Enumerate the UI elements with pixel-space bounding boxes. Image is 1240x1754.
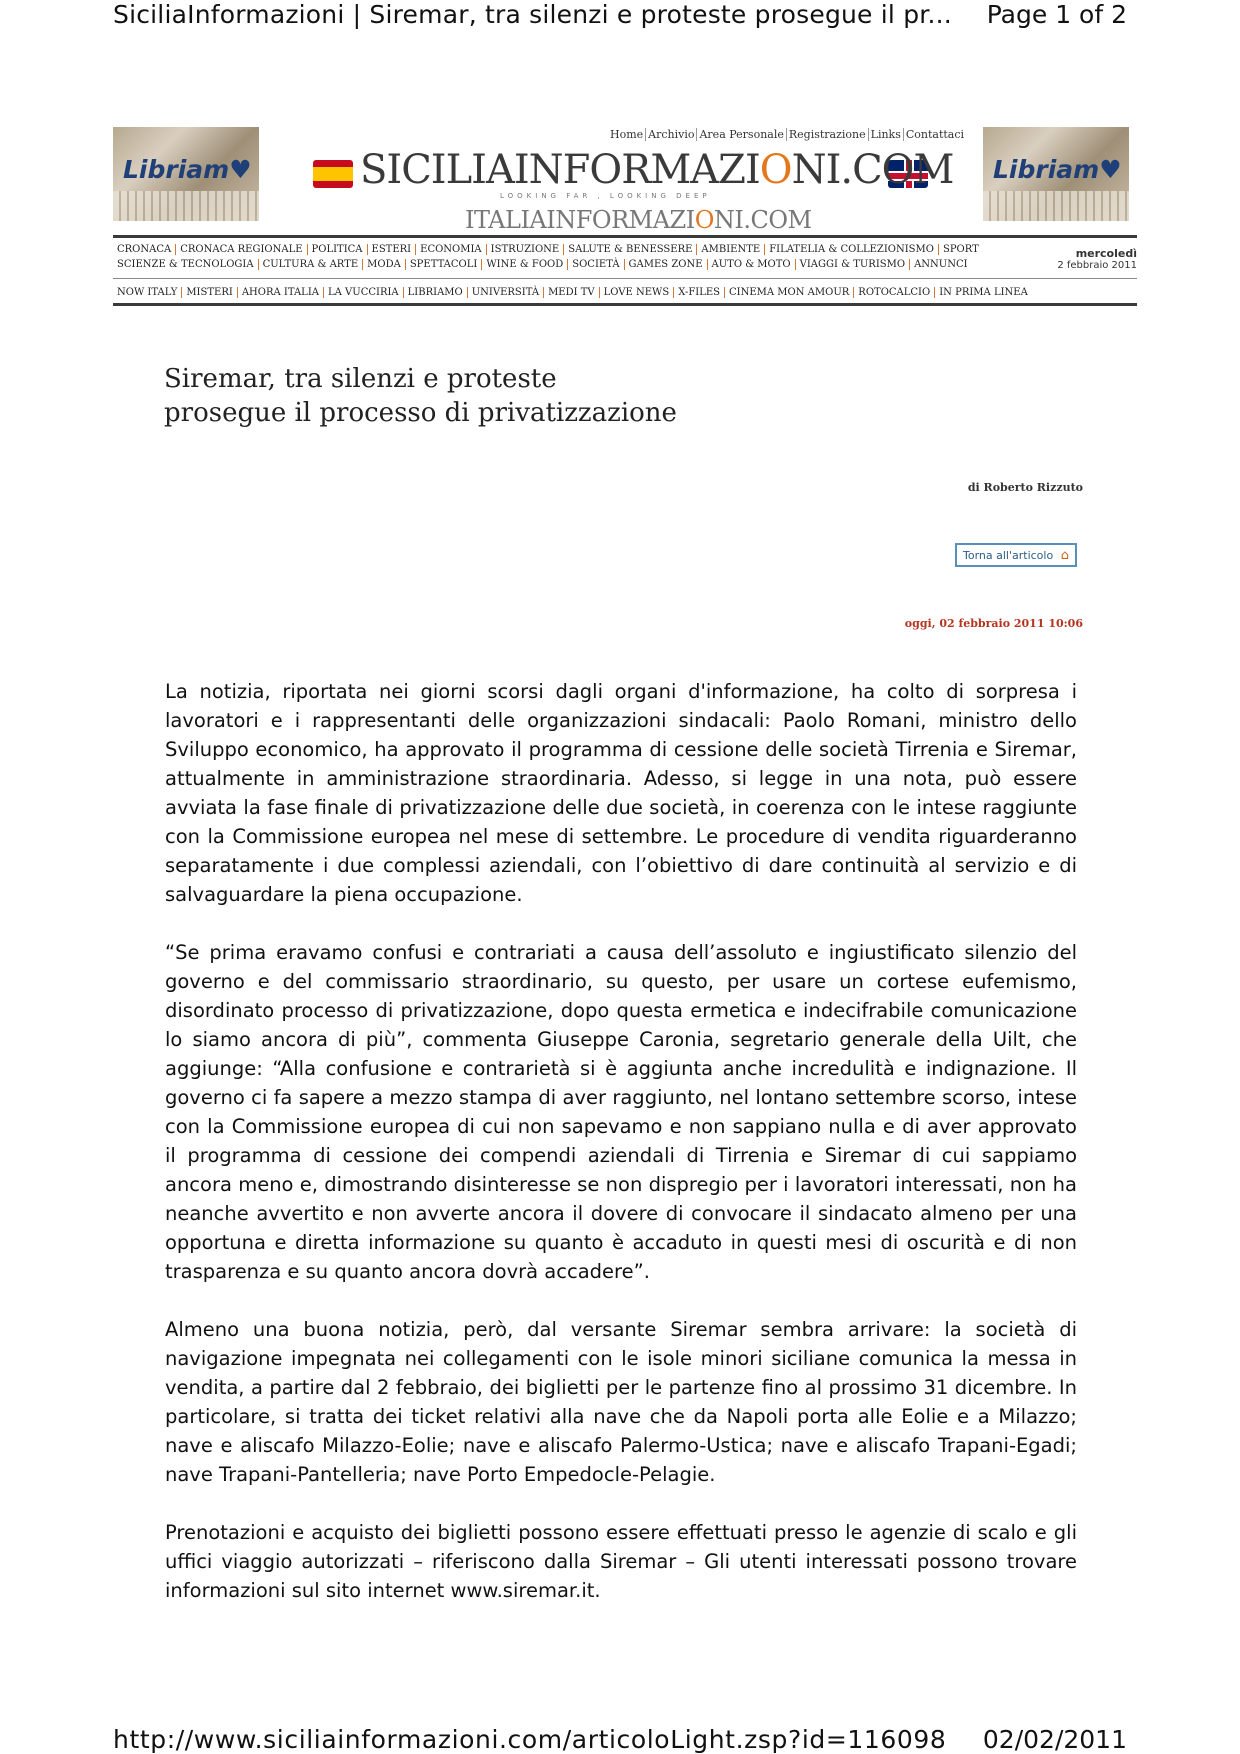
article-body [165, 677, 1077, 1634]
back-button-label: Torna all'articolo [963, 549, 1054, 562]
nav-item[interactable]: CRONACA [113, 244, 176, 255]
article-paragraph: Prenotazioni e acquisto dei biglietti possono essere effettuati presso le agenzie di scalo e gli uffici viaggio autorizzati – riferiscono dalla Siremar – Gli utenti interessati possono trovare informazioni sul sito internet www.siremar.it. [165, 1521, 1077, 1602]
link-registrazione[interactable]: Registrazione [787, 128, 869, 141]
article-title-line: Siremar, tra silenzi e proteste [164, 364, 557, 394]
nav-item[interactable]: ANNUNCI [914, 259, 968, 270]
print-footer-date: 02/02/2011 [982, 1725, 1127, 1754]
nav-item[interactable]: FILATELIA & COLLEZIONISMO [765, 244, 939, 255]
nav-item[interactable]: SPORT [942, 244, 979, 255]
nav-divider [113, 235, 1137, 238]
nav-row-1 [113, 244, 1137, 255]
link-archivio[interactable]: Archivio [646, 128, 697, 141]
nav-item[interactable]: AMBIENTE [697, 244, 765, 255]
nav-item[interactable]: NOW ITALY [113, 287, 182, 298]
back-to-article-button[interactable] [955, 543, 1077, 567]
nav-item[interactable]: ESTERI [368, 244, 417, 255]
nav-item[interactable]: CINEMA MON AMOUR [725, 287, 854, 298]
nav-item[interactable]: POLITICA [308, 244, 368, 255]
nav-divider [113, 303, 1137, 306]
nav-item[interactable]: SPETTACOLI [406, 259, 483, 270]
nav-item[interactable]: X-FILES [674, 287, 725, 298]
nav-item[interactable]: MODA [363, 259, 406, 270]
article-title [164, 362, 677, 430]
nav-item[interactable]: WINE & FOOD [482, 259, 568, 270]
link-contattaci[interactable]: Contattaci [905, 128, 965, 141]
nav-divider [113, 278, 1137, 279]
nav-item[interactable]: AHORA ITALIA [238, 287, 324, 298]
nav-item[interactable]: MEDI TV [544, 287, 600, 298]
nav-item[interactable]: ECONOMIA [416, 244, 487, 255]
site-logo[interactable]: SICILIAINFORMAZIONI.COM [360, 147, 954, 193]
link-area-personale[interactable]: Area Personale [697, 128, 786, 141]
sister-site-logo[interactable]: ITALIAINFORMAZIONI.COM [465, 206, 812, 234]
nav-row-2 [113, 259, 1137, 270]
nav-item[interactable]: MISTERI [182, 287, 238, 298]
ad-label: Libriam♥ [123, 155, 252, 184]
nav-item[interactable]: VIAGGI & TURISMO [796, 259, 910, 270]
nav-item[interactable]: SCIENZE & TECNOLOGIA [113, 259, 259, 270]
nav-item[interactable]: SOCIETÀ [568, 259, 624, 270]
spanish-flag-icon[interactable] [313, 160, 353, 188]
publish-date: oggi, 02 febbraio 2011 10:06 [904, 617, 1083, 630]
top-links [608, 128, 966, 141]
print-footer-url: http://www.siciliainformazioni.com/articoloLight.zsp?id=116098 [113, 1725, 947, 1754]
weekday: mercoledì [1075, 247, 1137, 260]
books-image [113, 191, 259, 221]
libriamo-ad-left[interactable] [113, 127, 259, 221]
site-tagline: LOOKING FAR , LOOKING DEEP [500, 192, 711, 200]
nav-row-3 [113, 287, 1137, 298]
ad-label: Libriam♥ [993, 155, 1122, 184]
nav-item[interactable]: LIBRIAMO [404, 287, 468, 298]
nav-item[interactable]: LA VUCCIRIA [324, 287, 404, 298]
article-byline: di Roberto Rizzuto [967, 481, 1083, 494]
current-date [1057, 247, 1137, 271]
nav-item[interactable]: IN PRIMA LINEA [939, 287, 1028, 298]
nav-item[interactable]: UNIVERSITÀ [468, 287, 544, 298]
nav-item[interactable]: ISTRUZIONE [487, 244, 565, 255]
nav-item[interactable]: LOVE NEWS [600, 287, 675, 298]
article-paragraph: La notizia, riportata nei giorni scorsi dagli organi d'informazione, ha colto di sorpresa i lavoratori e i rappresentanti delle organizzazioni sindacali: Paolo Romani, ministro dello Sviluppo economico, ha approvato il programma di cessione delle società Tirrenia e Siremar, attualmente in amministrazione straordinaria. Adesso, si legge in una nota, può essere avviata la fase finale di privatizzazione delle due società, in coerenza con le intese raggiunte con la Commissione europea nel mese di settembre. Le procedure di vendita riguarderanno separatamente i due complessi aziendali, con l’obiettivo di dare continuità al servizio e di salvaguardare la piena occupazione. [165, 680, 1077, 906]
article-paragraph: “Se prima eravamo confusi e contrariati a causa dell’assoluto e ingiustificato silenzio del governo e del commissario straordinario, su questo, per usare un cortese eufemismo, disordinato processo di privatizzazione, dopo questa ermetica e indecifrabile comunicazione lo siamo ancora di più”, commenta Giuseppe Caronia, segretario generale della Uilt, che aggiunge: “Alla confusione e contrarietà si è aggiunta anche incredulità e indignazione. Il governo ci fa sapere a mezzo stampa di aver raggiunto, nel lontano settembre scorso, intese con la Commissione europea di cui non sapevamo e non sappiano nulla e di aver approvato il programma di cessione dei compendi aziendali di Tirrenia e Siremar di cui sappiamo ancora meno e, dimostrando disinteresse se non dispregio per i lavoratori interessati, non ha neanche avvertito e non avverte ancora il dovere di convocare il sindacato almeno per una opportuna e diretta informazione su quanto è accaduto in questi mesi di oscurità e di non trasparenza e su quanto ancora dovrà accadere”. [165, 941, 1077, 1283]
link-links[interactable]: Links [869, 128, 904, 141]
date-text: 2 febbraio 2011 [1057, 260, 1137, 271]
article-title-line: prosegue il processo di privatizzazione [164, 398, 677, 428]
link-home[interactable]: Home [608, 128, 646, 141]
books-image [983, 191, 1129, 221]
nav-item[interactable]: SALUTE & BENESSERE [564, 244, 697, 255]
libriamo-ad-right[interactable] [983, 127, 1129, 221]
home-icon: ⌂ [1060, 548, 1069, 563]
print-page-number: Page 1 of 2 [986, 0, 1127, 29]
nav-item[interactable]: GAMES ZONE [625, 259, 708, 270]
nav-item[interactable]: CULTURA & ARTE [259, 259, 364, 270]
nav-item[interactable]: CRONACA REGIONALE [176, 244, 307, 255]
print-header-title: SiciliaInformazioni | Siremar, tra silenzi e proteste prosegue il pr... [113, 0, 952, 29]
article-paragraph: Almeno una buona notizia, però, dal versante Siremar sembra arrivare: la società di navigazione impegnata nei collegamenti con le isole minori siciliane comunica la messa in vendita, a partire dal 2 febbraio, dei biglietti per le partenze fino al prossimo 31 dicembre. In particolare, si tratta dei ticket relativi alla nave che da Napoli porta alle Eolie e a Milazzo; nave e aliscafo Milazzo-Eolie; nave e aliscafo Palermo-Ustica; nave e aliscafo Trapani-Egadi; nave Trapani-Pantelleria; nave Porto Empedocle-Pelagie. [165, 1318, 1077, 1486]
nav-item[interactable]: AUTO & MOTO [708, 259, 796, 270]
nav-item[interactable]: ROTOCALCIO [854, 287, 935, 298]
